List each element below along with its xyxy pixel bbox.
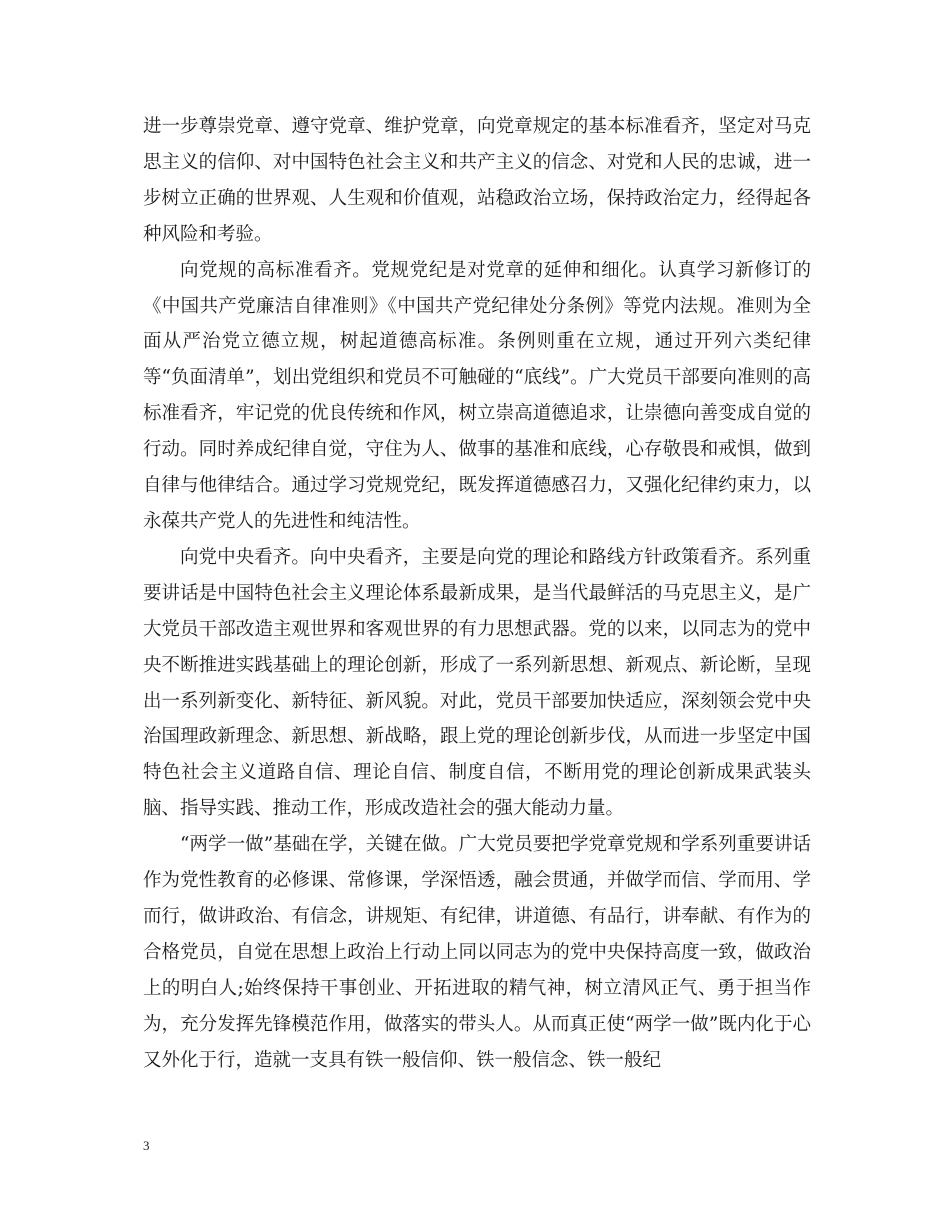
page-number: 3 [143, 1138, 150, 1153]
paragraph-4: “两学一做”基础在学，关键在做。广大党员要把学党章党规和学系列重要讲话作为党性教育的必修课、常修课，学深悟透，融会贯通，并做学而信、学而用、学而行，做讲政治、有信念，讲规矩、有纪律，讲道德、有品行，讲奉献、有作为的合格党员，自觉在思想上政治上行动上同以同志为的党中央保持高度一致，做政治上的明白人;始终保持干事创业、开拓进取的精气神，树立清风正气、勇于担当作为，充分发挥先锋模范作用，做落实的带头人。从而真正使“两学一做”既内化于心又外化于行，造就一支具有铁一般信仰、铁一般信念、铁一般纪 [143, 834, 811, 1071]
paragraph-2: 向党规的高标准看齐。党规党纪是对党章的延伸和细化。认真学习新修订的《中国共产党廉洁自律准则》《中国共产党纪律处分条例》等党内法规。准则为全面从严治党立德立规，树起道德高标准。条例则重在立规，通过开列六类纪律等“负面清单”，划出党组织和党员不可触碰的“底线”。广大党员干部要向准则的高标准看齐，牢记党的优良传统和作风，树立崇高道德追求，让崇德向善变成自觉的行动。同时养成纪律自觉，守住为人、做事的基准和底线，心存敬畏和戒惧，做到自律与他律结合。通过学习党规党纪，既发挥道德感召力，又强化纪律约束力，以永葆共产党人的先进性和纯洁性。 [143, 259, 811, 532]
body-text [143, 109, 811, 1078]
paragraph-3: 向党中央看齐。向中央看齐，主要是向党的理论和路线方针政策看齐。系列重要讲话是中国特色社会主义理论体系最新成果，是当代最鲜活的马克思主义，是广大党员干部改造主观世界和客观世界的有力思想武器。党的以来，以同志为的党中央不断推进实践基础上的理论创新，形成了一系列新思想、新观点、新论断，呈现出一系列新变化、新特征、新风貌。对此，党员干部要加快适应，深刻领会党中央治国理政新理念、新思想、新战略，跟上党的理论创新步伐，从而进一步坚定中国特色社会主义道路自信、理论自信、制度自信，不断用党的理论创新成果武装头脑、指导实践、推动工作，形成改造社会的强大能动力量。 [143, 546, 811, 820]
paragraph-1: 进一步尊崇党章、遵守党章、维护党章，向党章规定的基本标准看齐，坚定对马克思主义的信仰、对中国特色社会主义和共产主义的信念、对党和人民的忠诚，进一步树立正确的世界观、人生观和价值观，站稳政治立场，保持政治定力，经得起各种风险和考验。 [143, 116, 811, 245]
